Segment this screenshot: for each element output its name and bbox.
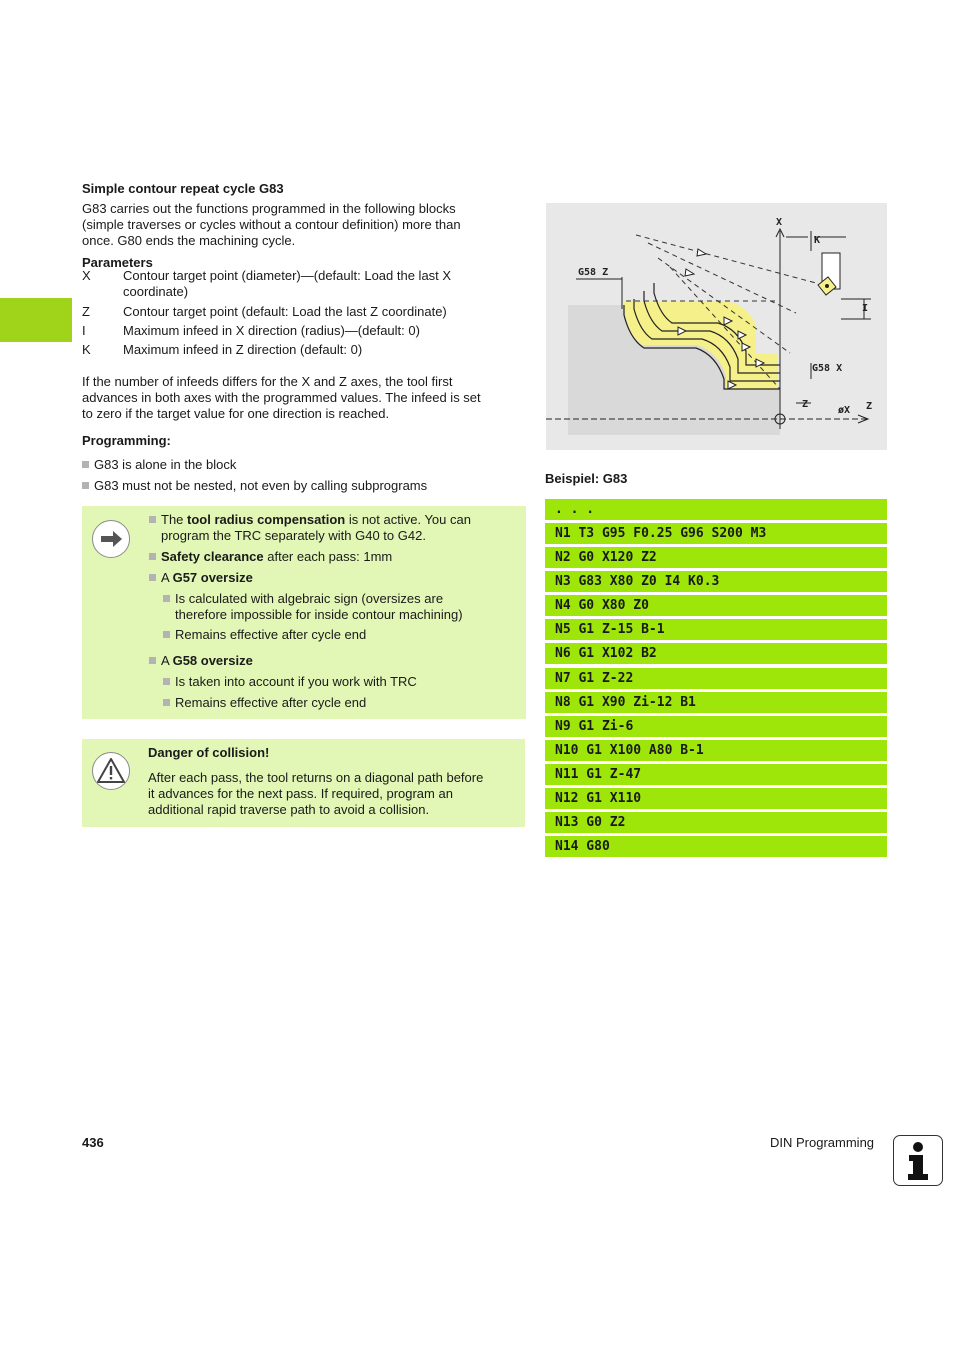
label-dx: øX <box>838 405 851 416</box>
code-line: N1 T3 G95 F0.25 G96 S200 M3 <box>545 523 887 544</box>
param-desc: Contour target point (default: Load the last Z coordinate) <box>123 304 447 319</box>
note-g57-item: Remains effective after cycle end <box>163 627 366 643</box>
note-g58: A G58 oversize <box>149 653 253 669</box>
code-line: N14 G80 <box>545 836 887 857</box>
infeed-line-2: advances in both axes with the programmed values. The infeed is set <box>82 390 481 405</box>
param-key: Z <box>82 304 90 319</box>
chapter-title-wrap <box>0 0 72 1350</box>
info-icon[interactable] <box>893 1135 943 1186</box>
param-key: K <box>82 342 91 357</box>
note-g58-item: Remains effective after cycle end <box>163 695 366 711</box>
info-note <box>82 506 526 719</box>
code-line: N9 G1 Zi-6 <box>545 716 887 737</box>
label-g58z: G58 Z <box>578 267 609 278</box>
note-safety: Safety clearance after each pass: 1mm <box>149 549 392 565</box>
warning-line: it advances for the next pass. If required, program an <box>148 786 453 801</box>
code-line: N8 G1 X90 Zi-12 B1 <box>545 692 887 713</box>
param-desc: Contour target point (diameter)—(default: Load the last X coordinate) <box>123 268 452 299</box>
code-line: . . . <box>545 499 887 520</box>
footer-section: DIN Programming <box>770 1135 875 1150</box>
warning-note <box>82 739 525 827</box>
intro-line-3: once. G80 ends the machining cycle. <box>82 233 296 248</box>
infeed-line-3: to zero if the target value for one direction is reached. <box>82 406 390 421</box>
code-line: N13 G0 Z2 <box>545 812 887 833</box>
infeed-line-1: If the number of infeeds differs for the X and Z axes, the tool first <box>82 374 453 389</box>
note-g57: A G57 oversize <box>149 570 253 586</box>
programming-heading: Programming: <box>82 433 171 448</box>
code-line: N6 G1 X102 B2 <box>545 643 887 664</box>
label-i: I <box>862 303 869 314</box>
cycle-diagram-svg <box>546 203 887 450</box>
code-line: N11 G1 Z-47 <box>545 764 887 785</box>
code-line: N5 G1 Z-15 B-1 <box>545 619 887 640</box>
note-g58-item: Is taken into account if you work with TRC <box>163 674 417 690</box>
label-g58x: G58 X <box>812 363 843 374</box>
label-z-axis: Z <box>866 401 873 412</box>
note-g57-item-line2: therefore impossible for inside contour machining) <box>175 607 463 622</box>
programming-item: G83 is alone in the block <box>82 457 236 473</box>
warning-icon <box>92 752 130 790</box>
parameters-heading: Parameters <box>82 255 153 270</box>
code-line: N4 G0 X80 Z0 <box>545 595 887 616</box>
note-g57-item: Is calculated with algebraic sign (oversizes are <box>163 591 443 607</box>
arrow-right-icon <box>92 520 130 558</box>
section-heading: Simple contour repeat cycle G83 <box>82 181 284 196</box>
code-line: N10 G1 X100 A80 B-1 <box>545 740 887 761</box>
intro-line-2: (simple traverses or cycles without a contour definition) more than <box>82 217 461 232</box>
param-desc: Maximum infeed in X direction (radius)—(default: 0) <box>123 323 420 338</box>
code-line: N3 G83 X80 Z0 I4 K0.3 <box>545 571 887 592</box>
param-key: X <box>82 268 91 283</box>
param-desc: Maximum infeed in Z direction (default: 0) <box>123 342 363 357</box>
param-key: I <box>82 323 86 338</box>
warning-title: Danger of collision! <box>148 745 270 760</box>
note-trc-line2: program the TRC separately with G40 to G42. <box>161 528 426 543</box>
note-trc: The tool radius compensation is not active. You can <box>149 512 471 528</box>
tool-icon <box>818 253 840 295</box>
label-x-axis: X <box>776 217 783 228</box>
code-line: N2 G0 X120 Z2 <box>545 547 887 568</box>
warning-line: After each pass, the tool returns on a diagonal path before <box>148 770 484 785</box>
label-k: K <box>814 235 821 246</box>
label-z-arrow: Z <box>802 399 809 410</box>
programming-item: G83 must not be nested, not even by calling subprograms <box>82 478 427 494</box>
warning-line: additional rapid traverse path to avoid a collision. <box>148 802 430 817</box>
page-number: 436 <box>82 1135 104 1150</box>
example-label: Beispiel: G83 <box>545 471 628 486</box>
intro-line-1: G83 carries out the functions programmed in the following blocks <box>82 201 456 216</box>
code-line: N7 G1 Z-22 <box>545 668 887 689</box>
cycle-diagram <box>546 203 887 450</box>
code-line: N12 G1 X110 <box>545 788 887 809</box>
